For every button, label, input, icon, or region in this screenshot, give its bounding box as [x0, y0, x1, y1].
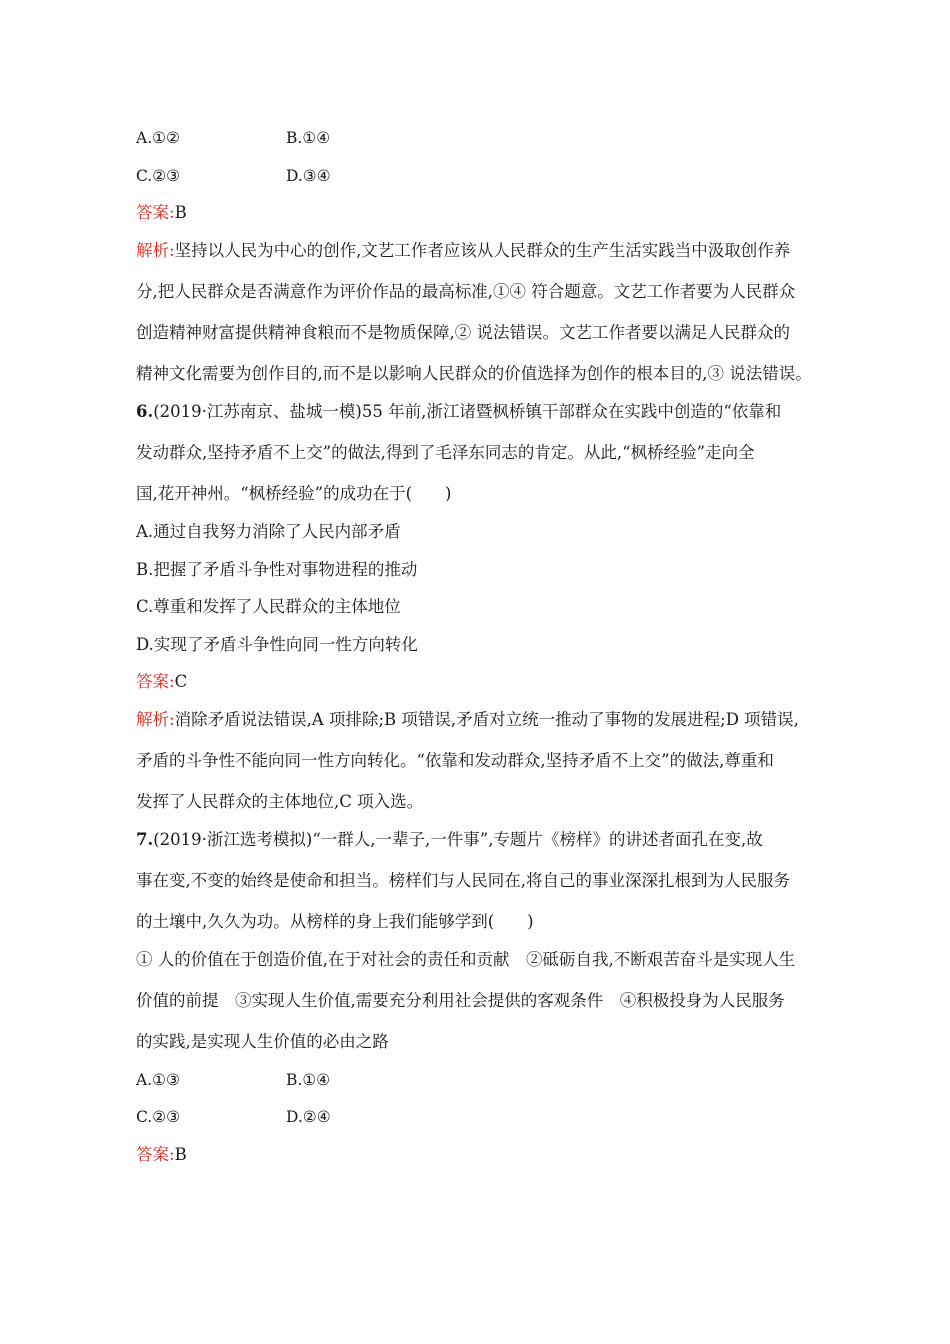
q6-stem-line: 6.(2019·江苏南京、盐城一模)55 年前,浙江诸暨枫桥镇干部群众在实践中创造的“依靠和 — [136, 402, 782, 421]
question-number: 7. — [136, 830, 154, 849]
q5-analysis-line: 精神文化需要为创作目的,而不是以影响人民群众的价值选择为创作的根本目的,③ 说法错误。 — [136, 364, 812, 383]
q6-answer — [136, 671, 187, 693]
q6-analysis-line: 解析:消除矛盾说法错误,A 项排除;B 项错误,矛盾对立统一推动了事物的发展进程;D 项错误, — [136, 710, 799, 729]
q7-statement-line: ① 人的价值在于创造价值,在于对社会的责任和贡献 ②砥砺自我,不断艰苦奋斗是实现人生 — [136, 950, 796, 969]
analysis-label: 解析: — [136, 241, 175, 260]
answer-label: 答案: — [136, 1145, 175, 1164]
q5-option-c: C.②③ — [136, 167, 181, 185]
q7-option-c: C.②③ — [136, 1108, 181, 1126]
answer-value: B — [174, 1145, 187, 1164]
q5-option-a: A.①② — [136, 129, 180, 147]
q5-analysis-line: 解析:坚持以人民为中心的创作,文艺工作者应该从人民群众的生产生活实践当中汲取创作养 — [136, 241, 791, 260]
q6-option-c: C.尊重和发挥了人民群众的主体地位 — [136, 597, 401, 616]
q7-option-d: D.②④ — [286, 1108, 331, 1126]
q7-stem-line: 事在变,不变的始终是使命和担当。榜样们与人民同在,将自己的事业深深扎根到为人民服务 — [136, 871, 790, 890]
q7-option-a: A.①③ — [136, 1071, 180, 1089]
analysis-label: 解析: — [136, 710, 175, 729]
answer-label: 答案: — [136, 203, 175, 222]
q5-analysis-line: 创造精神财富提供精神食粮而不是物质保障,② 说法错误。文艺工作者要以满足人民群众的 — [136, 323, 790, 342]
q5-answer — [136, 202, 187, 224]
q5-analysis-line: 分,把人民群众是否满意作为评价作品的最高标准,①④ 符合题意。文艺工作者要为人民群众 — [136, 282, 796, 301]
answer-label: 答案: — [136, 672, 175, 691]
q7-stem-line: 的土壤中,久久为功。从榜样的身上我们能够学到( ) — [136, 912, 534, 931]
q6-option-b: B.把握了矛盾斗争性对事物进程的推动 — [136, 560, 418, 579]
q7-option-b: B.①④ — [286, 1071, 331, 1089]
q5-option-b: B.①④ — [286, 129, 331, 147]
question-number: 6. — [136, 402, 154, 421]
q5-option-d: D.③④ — [286, 167, 331, 185]
q6-analysis-line: 发挥了人民群众的主体地位,C 项入选。 — [136, 792, 424, 811]
q7-answer — [136, 1144, 187, 1166]
q6-option-d: D.实现了矛盾斗争性向同一性方向转化 — [136, 635, 418, 654]
q7-stem-line: 7.(2019·浙江选考模拟)“一群人,一辈子,一件事”,专题片《榜样》的讲述者面孔在变,故 — [136, 830, 763, 849]
q7-statement-line: 价值的前提 ③实现人生价值,需要充分利用社会提供的客观条件 ④积极投身为人民服务 — [136, 991, 785, 1010]
answer-value: B — [174, 203, 187, 222]
q7-statement-line: 的实践,是实现人生价值的必由之路 — [136, 1032, 389, 1051]
answer-value: C — [174, 672, 188, 691]
q6-stem-line: 发动群众,坚持矛盾不上交”的做法,得到了毛泽东同志的肯定。从此,“枫桥经验”走向全 — [136, 443, 755, 462]
q6-analysis-line: 矛盾的斗争性不能向同一性方向转化。“依靠和发动群众,坚持矛盾不上交”的做法,尊重和 — [136, 751, 774, 770]
q6-option-a: A.通过自我努力消除了人民内部矛盾 — [136, 522, 401, 541]
q6-stem-line: 国,花开神州。“枫桥经验”的成功在于( ) — [136, 484, 452, 503]
